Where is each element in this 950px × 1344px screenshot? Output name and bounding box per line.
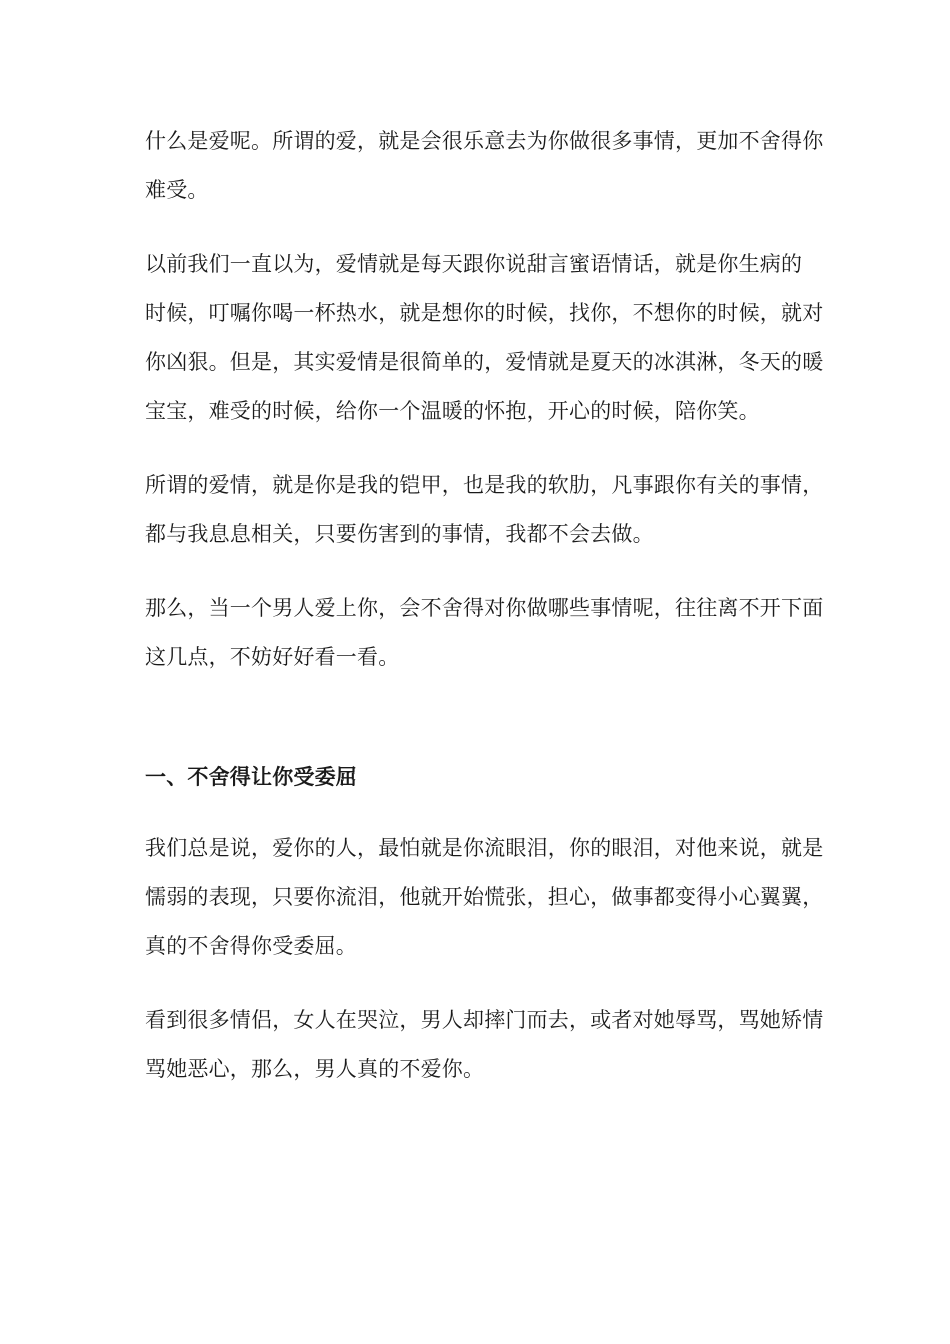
paragraph-3-line-2: 都与我息息相关，只要伤害到的事情，我都不会去做。 xyxy=(145,522,654,546)
paragraph-1-line-1: 什么是爱呢。所谓的爱，就是会很乐意去为你做很多事情，更加不舍得你 xyxy=(145,129,824,153)
paragraph-2-line-2: 时候，叮嘱你喝一杯热水，就是想你的时候，找你，不想你的时候，就对 xyxy=(145,301,824,325)
paragraph-4-line-1: 那么，当一个男人爱上你，会不舍得对你做哪些事情呢，往往离不开下面 xyxy=(145,596,824,620)
paragraph-1-line-2: 难受。 xyxy=(145,178,209,202)
paragraph-4-line-2: 这几点，不妨好好看一看。 xyxy=(145,645,400,669)
section-paragraph-1-line-2: 懦弱的表现，只要你流泪，他就开始慌张，担心，做事都变得小心翼翼， xyxy=(145,885,824,909)
section-paragraph-1-line-3: 真的不舍得你受委屈。 xyxy=(145,934,357,958)
section-paragraph-2-line-2: 骂她恶心，那么，男人真的不爱你。 xyxy=(145,1057,485,1081)
paragraph-2-line-4: 宝宝，难受的时候，给你一个温暖的怀抱，开心的时候，陪你笑。 xyxy=(145,399,760,423)
section-paragraph-1-line-1: 我们总是说，爱你的人，最怕就是你流眼泪，你的眼泪，对他来说，就是 xyxy=(145,836,824,860)
paragraph-3-line-1: 所谓的爱情，就是你是我的铠甲，也是我的软肋，凡事跟你有关的事情， xyxy=(145,473,824,497)
paragraph-2-line-1: 以前我们一直以为，爱情就是每天跟你说甜言蜜语情话，就是你生病的 xyxy=(145,252,803,276)
section-paragraph-2-line-1: 看到很多情侣，女人在哭泣，男人却摔门而去，或者对她辱骂，骂她矫情 xyxy=(145,1008,824,1032)
section-heading: 一、不舍得让你受委屈 xyxy=(145,765,357,789)
paragraph-2-line-3: 你凶狠。但是，其实爱情是很简单的，爱情就是夏天的冰淇淋，冬天的暖 xyxy=(145,350,824,374)
